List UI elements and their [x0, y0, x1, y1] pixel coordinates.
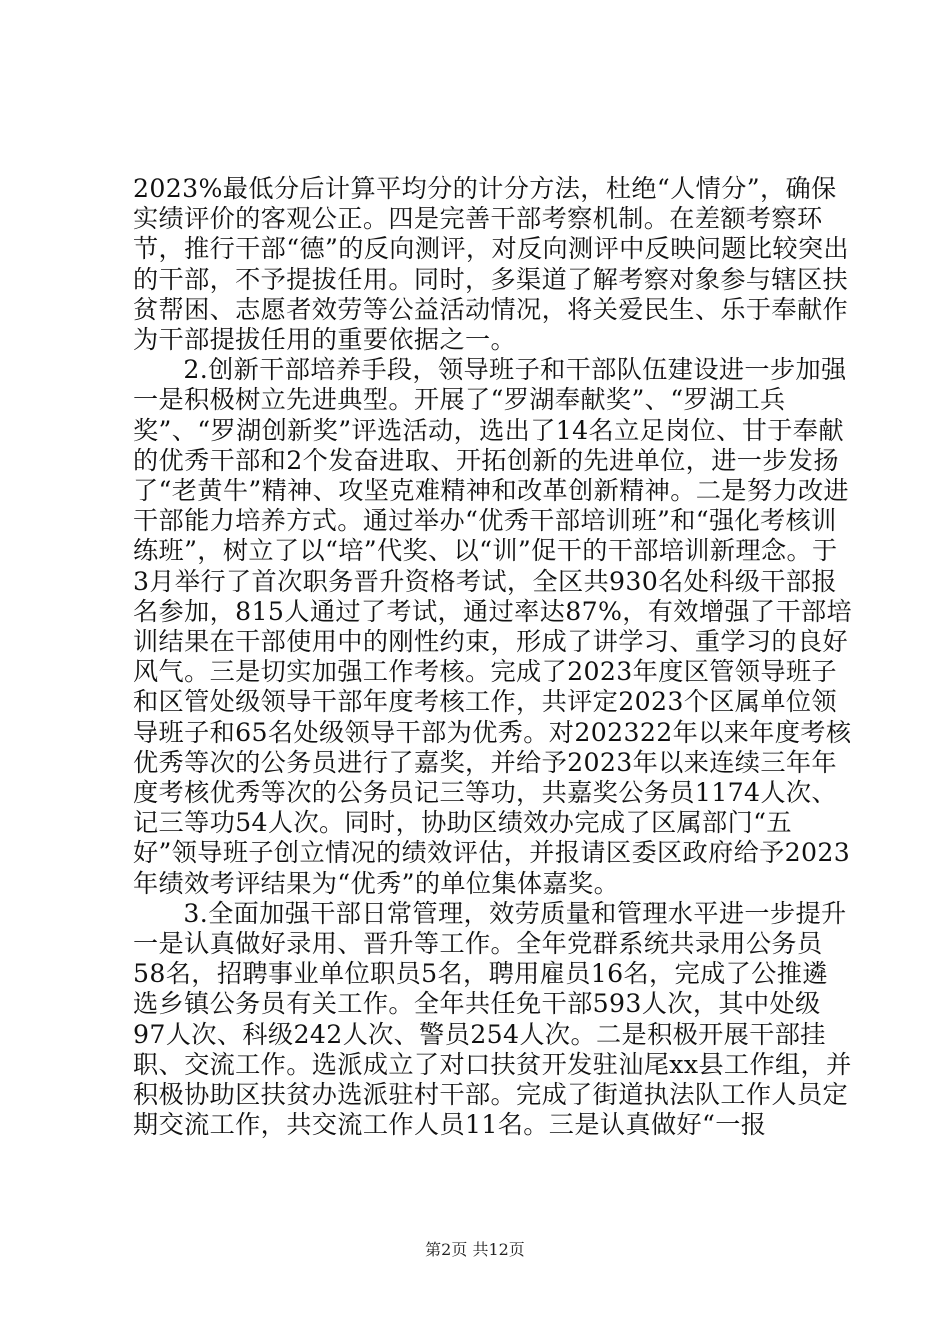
- paragraph-1: 2023%最低分后计算平均分的计分方法，杜绝“人情分”，确保实绩评价的客观公正。四是完善干部考察机制。在差额考察环节，推行干部“德”的反向测评，对反向测评中反映问题比较突出的干部，不予提拔任用。同时，多渠道了解考察对象参与辖区扶贫帮困、志愿者效劳等公益活动情况，将关爱民生、乐于奉献作为干部提拔任用的重要依据之一。: [133, 174, 849, 355]
- document-body: [133, 174, 853, 1141]
- paragraph-2: 2.创新干部培养手段，领导班子和干部队伍建设进一步加强一是积极树立先进典型。开展了“罗湖奉献奖”、“罗湖工兵奖”、“罗湖创新奖”评选活动，选出了14名立足岗位、甘于奉献的优秀干部和2个发奋进取、开拓创新的先进单位，进一步发扬了“老黄牛”精神、攻坚克难精神和改革创新精神。二是努力改进干部能力培养方式。通过举办“优秀干部培训班”和“强化考核训练班”，树立了以“培”代奖、以“训”促干的干部培训新理念。于3月举行了首次职务晋升资格考试，全区共930名处科级干部报名参加，815人通过了考试，通过率达87%，有效增强了干部培训结果在干部使用中的刚性约束，形成了讲学习、重学习的良好风气。三是切实加强工作考核。完成了2023年度区管领导班子和区管处级领导干部年度考核工作，共评定2023个区属单位领导班子和65名处级领导干部为优秀。对202322年以来年度考核优秀等次的公务员进行了嘉奖，并给予2023年以来连续三年年度考核优秀等次的公务员记三等功，共嘉奖公务员1174人次、记三等功54人次。同时，协助区绩效办完成了区属部门“五好”领导班子创立情况的绩效评估，并报请区委区政府给予2023年绩效考评结果为“优秀”的单位集体嘉奖。: [133, 355, 853, 898]
- page-number-footer: 第2页 共12页: [425, 1240, 525, 1259]
- paragraph-3: 3.全面加强干部日常管理，效劳质量和管理水平进一步提升一是认真做好录用、晋升等工作。全年党群系统共录用公务员58名，招聘事业单位职员5名，聘用雇员16名，完成了公推遴选乡镇公务员有关工作。全年共任免干部593人次，其中处级97人次、科级242人次、警员254人次。二是积极开展干部挂职、交流工作。选派成立了对口扶贫开发驻汕尾xx县工作组，并积极协助区扶贫办选派驻村干部。完成了街道执法队工作人员定期交流工作，共交流工作人员11名。三是认真做好“一报: [133, 898, 852, 1140]
